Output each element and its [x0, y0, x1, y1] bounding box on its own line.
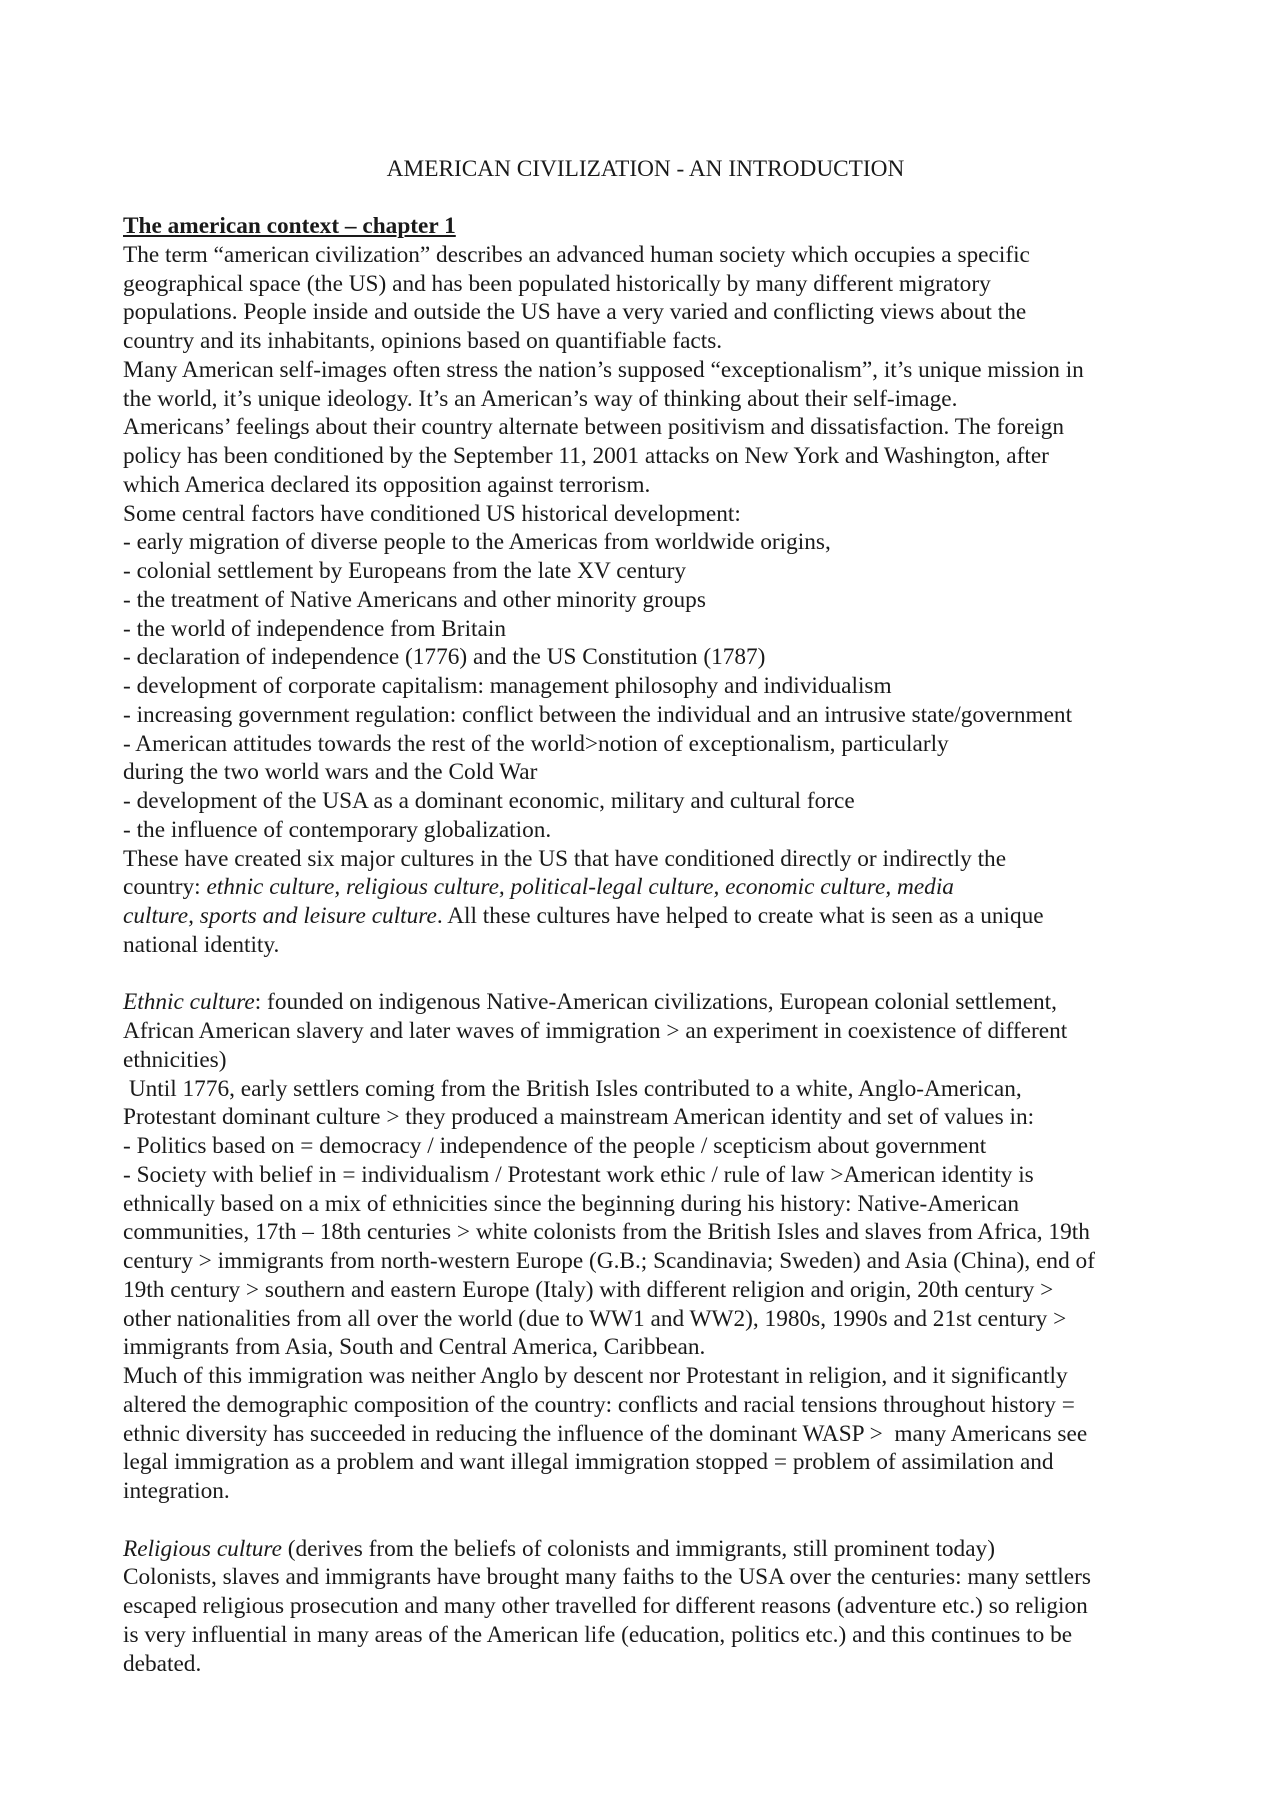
text-fragment: : founded on indigenous Native-American civilizations, European colonial settlement, [254, 989, 1057, 1016]
list-item: - the influence of contemporary globalization. [123, 816, 552, 843]
list-item: - American attitudes towards the rest of the world>notion of exceptionalism, particularly [123, 730, 949, 757]
intro-paragraph [123, 241, 1168, 960]
cultures-list-italic: culture, sports and leisure culture [123, 903, 437, 929]
text-line: national identity. [123, 931, 280, 958]
list-item: - the treatment of Native Americans and other minority groups [123, 586, 706, 613]
list-item: - early migration of diverse people to the Americas from worldwide origins, [123, 529, 831, 556]
paragraph-gap [123, 960, 1168, 989]
text-line: Protestant dominant culture > they produced a mainstream American identity and set of values in: [123, 1104, 1035, 1131]
text-line: country and its inhabitants, opinions based on quantifiable facts. [123, 328, 723, 354]
text-line: Until 1776, early settlers coming from the British Isles contributed to a white, Anglo-American, [123, 1075, 1022, 1102]
text-line: policy has been conditioned by the September 11, 2001 attacks on New York and Washington, after [123, 443, 1049, 469]
text-line: populations. People inside and outside the US have a very varied and conflicting views about the [123, 299, 1027, 326]
list-item: during the two world wars and the Cold War [123, 759, 538, 786]
text-line: The term “american civilization” describes an advanced human society which occupies a specific [123, 241, 1030, 268]
religious-culture-section [123, 1535, 1168, 1679]
text-line: - Politics based on = democracy / independence of the people / scepticism about government [123, 1133, 987, 1159]
list-item: - colonial settlement by Europeans from the late XV century [123, 558, 687, 584]
text-line: These have created six major cultures in the US that have conditioned directly or indirectly the [123, 845, 1007, 872]
paragraph-gap [123, 1506, 1168, 1535]
text-fragment: country: [123, 874, 207, 901]
ethnic-culture-label: Ethnic culture [123, 989, 255, 1016]
text-line: integration. [123, 1478, 230, 1504]
text-line [123, 873, 1168, 902]
list-item: - the world of independence from Britain [123, 615, 506, 642]
text-line: - Society with belief in = individualism / Protestant work ethic / rule of law >American identity is [123, 1161, 1034, 1188]
text-line: other nationalities from all over the world (due to WW1 and WW2), 1980s, 1990s and 21st century > [123, 1305, 1067, 1332]
text-line: immigrants from Asia, South and Central America, Caribbean. [123, 1334, 706, 1361]
text-line: which America declared its opposition against terrorism. [123, 471, 651, 498]
text-line: ethnic diversity has succeeded in reducing the influence of the dominant WASP > many Americans see [123, 1420, 1088, 1447]
text-line: Much of this immigration was neither Anglo by descent nor Protestant in religion, and it significantly [123, 1363, 1068, 1389]
text-line: ethnically based on a mix of ethnicities since the beginning during his history: Native-American [123, 1190, 1020, 1217]
text-line: Americans’ feelings about their country alternate between positivism and dissatisfaction. The foreign [123, 414, 1065, 441]
text-fragment: (derives from the beliefs of colonists and immigrants, still prominent today) [281, 1535, 995, 1562]
text-line: escaped religious prosecution and many other travelled for different reasons (adventure etc.) so religion [123, 1593, 1088, 1619]
text-line: geographical space (the US) and has been populated historically by many different migratory [123, 270, 991, 297]
text-line: legal immigration as a problem and want illegal immigration stopped = problem of assimilation and [123, 1449, 1054, 1476]
text-line: the world, it’s unique ideology. It’s an American’s way of thinking about their self-image. [123, 385, 958, 412]
list-item: - increasing government regulation: conflict between the individual and an intrusive state/government [123, 701, 1073, 728]
cultures-list-italic: ethnic culture, religious culture, political-legal culture, economic culture, media [206, 874, 954, 901]
list-item: - development of corporate capitalism: management philosophy and individualism [123, 673, 892, 699]
list-item: - declaration of independence (1776) and the US Constitution (1787) [123, 644, 766, 671]
text-line: African American slavery and later waves of immigration > an experiment in coexistence of different [123, 1018, 1068, 1044]
text-fragment: . All these cultures have helped to create what is seen as a unique [436, 903, 1044, 929]
text-line: Many American self-images often stress the nation’s supposed “exceptionalism”, it’s unique mission in [123, 356, 1084, 383]
text-line [123, 902, 1168, 931]
text-line [123, 1535, 1168, 1564]
list-item: - development of the USA as a dominant economic, military and cultural force [123, 788, 855, 814]
document-title: AMERICAN CIVILIZATION - AN INTRODUCTION [386, 156, 905, 182]
section-heading: The american context – chapter 1 [123, 213, 456, 239]
text-line: Colonists, slaves and immigrants have brought many faiths to the USA over the centuries: many settlers [123, 1564, 1091, 1591]
text-line [123, 988, 1168, 1017]
text-line: 19th century > southern and eastern Europe (Italy) with different religion and origin, 20th century > [123, 1276, 1054, 1303]
text-line: communities, 17th – 18th centuries > white colonists from the British Isles and slaves from Africa, 19th [123, 1219, 1090, 1246]
document-body [123, 149, 1168, 1678]
text-line: debated. [123, 1650, 202, 1677]
text-line: is very influential in many areas of the American life (education, politics etc.) and this continues to be [123, 1621, 1073, 1648]
text-line: altered the demographic composition of the country: conflicts and racial tensions throughout history = [123, 1391, 1075, 1418]
religious-culture-label: Religious culture [123, 1535, 282, 1562]
ethnic-culture-section [123, 988, 1168, 1506]
text-line: century > immigrants from north-western Europe (G.B.; Scandinavia; Sweden) and Asia (China), end of [123, 1248, 1095, 1274]
text-line: ethnicities) [123, 1046, 227, 1073]
text-line: Some central factors have conditioned US historical development: [123, 500, 741, 527]
